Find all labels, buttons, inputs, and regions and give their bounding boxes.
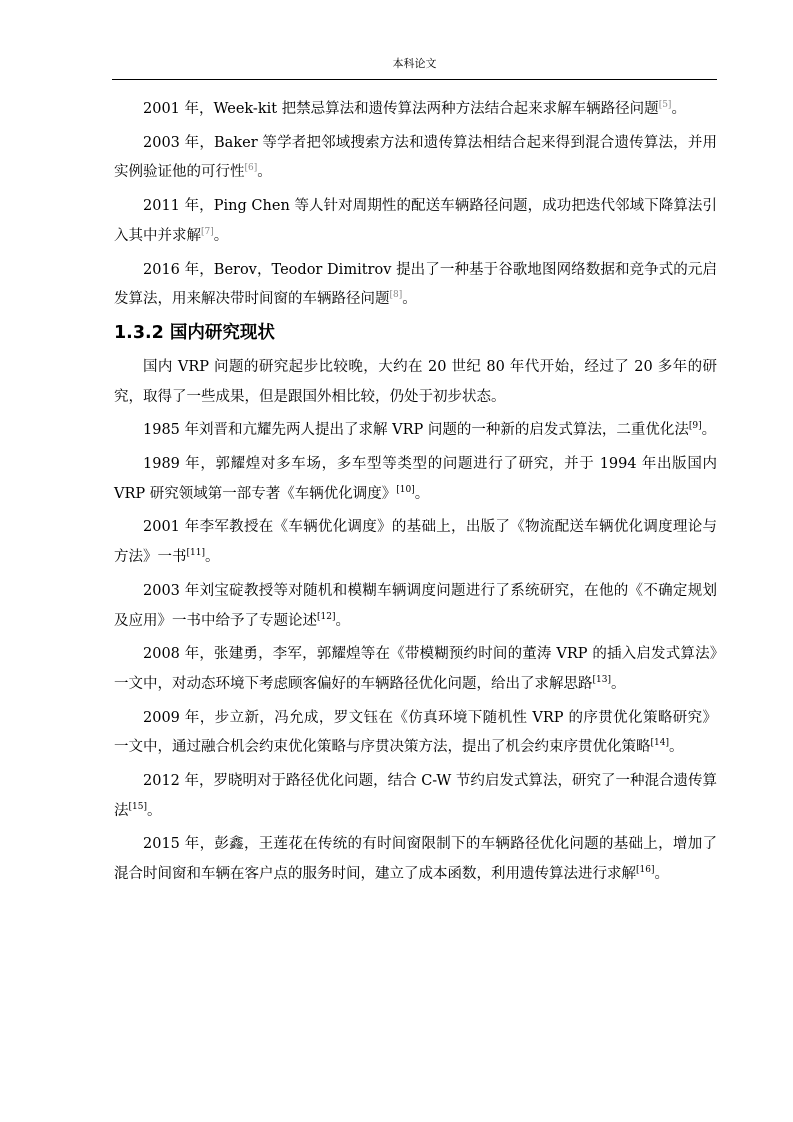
citation-ref: [12] bbox=[317, 611, 336, 622]
paragraph-text: 国内 VRP 问题的研究起步比较晚，大约在 20 世纪 80 年代开始，经过了 20 多年的研究，取得了一些成果，但是跟国外相比较，仍处于初步状态。 bbox=[114, 358, 717, 405]
citation-ref: [14] bbox=[650, 738, 669, 749]
paragraph-tail: 。 bbox=[335, 612, 350, 629]
citation-ref: [16] bbox=[636, 865, 655, 876]
paragraph bbox=[114, 192, 717, 251]
paragraph-tail: 。 bbox=[701, 422, 717, 439]
section-heading: 1.3.2 国内研究现状 bbox=[114, 322, 275, 343]
paragraph bbox=[114, 767, 717, 826]
paragraph bbox=[114, 577, 717, 636]
paragraph-text: 1989 年，郭耀煌对多车场，多车型等类型的问题进行了研究，并于 1994 年出版国内 VRP 研究领域第一部专著《车辆优化调度》 bbox=[114, 456, 717, 502]
paragraph-tail: 。 bbox=[213, 227, 229, 244]
paragraph-tail: 。 bbox=[610, 675, 626, 692]
citation-ref: [5] bbox=[658, 100, 672, 111]
paragraph-tail: 。 bbox=[414, 485, 430, 502]
paragraph-tail: 。 bbox=[654, 866, 669, 883]
paragraph bbox=[114, 256, 717, 315]
citation-ref: [8] bbox=[389, 290, 403, 301]
paragraph-tail: 。 bbox=[257, 164, 272, 181]
paragraph-text: 2001 年李军教授在《车辆优化调度》的基础上，出版了《物流配送车辆优化调度理论与方法》一书 bbox=[114, 519, 717, 566]
paragraph-tail: 。 bbox=[671, 101, 686, 117]
paragraph-text: 2012 年，罗晓明对于路径优化问题，结合 C-W 节约启发式算法，研究了一种混合遗传算法 bbox=[114, 773, 717, 819]
citation-ref: [13] bbox=[592, 675, 611, 686]
paragraph bbox=[114, 830, 717, 889]
page-header: 本科论文 bbox=[392, 57, 437, 70]
paragraph-text: 1985 年刘晋和亢耀先两人提出了求解 VRP 问题的一种新的启发式算法，二重优化法 bbox=[143, 422, 689, 439]
paragraph-tail: 。 bbox=[402, 291, 417, 308]
paragraph bbox=[114, 450, 717, 509]
citation-ref: [6] bbox=[244, 163, 258, 174]
paragraph bbox=[114, 416, 717, 446]
page-body bbox=[114, 95, 717, 894]
paragraph bbox=[114, 704, 717, 763]
paragraph-text: 2009 年，步立新，冯允成，罗文钰在《仿真环境下随机性 VRP 的序贯优化策略研究》一文中，通过融合机会约束优化策略与序贯决策方法，提出了机会约束序贯优化策略 bbox=[114, 709, 717, 756]
header-divider bbox=[112, 79, 717, 80]
paragraph bbox=[114, 95, 717, 125]
paragraph-text: 2015 年，彭鑫，王莲花在传统的有时间窗限制下的车辆路径优化问题的基础上，增加了混合时间窗和车辆在客户点的服务时间，建立了成本函数，利用遗传算法进行求解 bbox=[114, 836, 717, 883]
paragraph-text: 2003 年，Baker 等学者把邻域搜索方法和遗传算法相结合起来得到混合遗传算法，并用实例验证他的可行性 bbox=[114, 134, 717, 181]
paragraph-tail: 。 bbox=[668, 739, 684, 756]
paragraph-text: 2003 年刘宝碇教授等对随机和模糊车辆调度问题进行了系统研究，在他的《不确定规划及应用》一书中给予了专题论述 bbox=[114, 582, 717, 629]
paragraph-tail: 。 bbox=[146, 802, 162, 819]
paragraph-text: 2011 年，Ping Chen 等人针对周期性的配送车辆路径问题，成功把迭代邻域下降算法引入其中并求解 bbox=[114, 198, 717, 244]
citation-ref: [9] bbox=[688, 421, 702, 432]
citation-ref: [11] bbox=[186, 548, 205, 559]
citation-ref: [7] bbox=[201, 226, 214, 237]
paragraph-text: 2016 年，Berov，Teodor Dimitrov 提出了一种基于谷歌地图网络数据和竞争式的元启发算法，用来解决带时间窗的车辆路径问题 bbox=[114, 261, 717, 308]
paragraph bbox=[114, 353, 717, 412]
citation-ref: [15] bbox=[128, 801, 147, 812]
paragraph-text: 2008 年，张建勇，李军，郭耀煌等在《带模糊预约时间的董涛 VRP 的插入启发式算法》一文中，对动态环境下考虑顾客偏好的车辆路径优化问题，给出了求解思路 bbox=[114, 646, 717, 692]
paragraph bbox=[114, 129, 717, 188]
paragraph-text: 2001 年，Week-kit 把禁忌算法和遗传算法两种方法结合起来求解车辆路径问题 bbox=[143, 101, 659, 117]
paragraph bbox=[114, 513, 717, 572]
paragraph-tail: 。 bbox=[204, 549, 220, 566]
citation-ref: [10] bbox=[396, 484, 415, 495]
paragraph bbox=[114, 640, 717, 699]
